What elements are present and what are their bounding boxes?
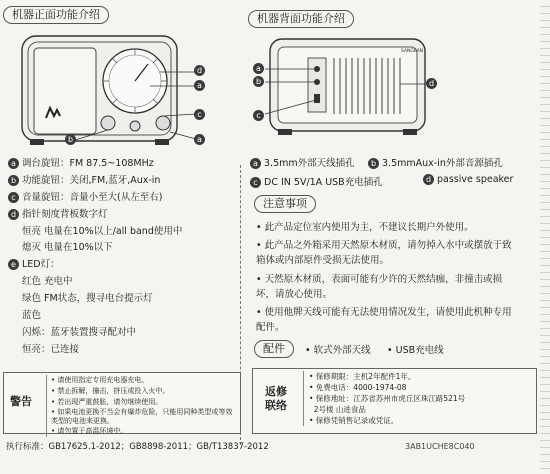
warranty-title	[265, 385, 287, 413]
front-title	[3, 6, 109, 24]
legend-marker-d: d	[8, 209, 19, 220]
back-legend-b	[368, 155, 503, 169]
back-legend-marker-c: c	[250, 177, 261, 188]
model-code: 3AB1UCHE8C040	[405, 442, 475, 451]
led-title-row	[8, 256, 60, 270]
back-callout-a: a	[253, 63, 264, 74]
back-brand-mark: SANGEAN	[401, 49, 424, 54]
back-legend-a	[250, 155, 355, 169]
note-item-3: • 天然原木材质，表面可能有少许的天然结痂，非撞击或损坏，请放心使用。	[256, 274, 503, 300]
front-callout-a2: a	[194, 134, 205, 145]
warranty-item: • 保修凭销售记录或凭证。	[309, 416, 399, 425]
accessory-2-text: USB充电线	[395, 345, 444, 356]
note-item-1-text: 此产品定位室内使用为主，不建议长期户外使用。	[264, 222, 474, 233]
warranty-item: 2号楼 山进食品	[309, 405, 366, 414]
warning-item: • 如果电池更换不当会有爆炸危险，只能用同种类型或等效类型的电池来更换。	[51, 408, 233, 425]
warning-title: 警告	[10, 395, 32, 408]
led-line-green: 绿色 FM状态，搜寻电台提示灯	[22, 293, 153, 304]
warning-item: • 请勿置于高温环境中。	[51, 427, 128, 435]
notes-title-text: 注意事项	[263, 197, 307, 210]
note-item-1: • 此产品定位室内使用为主，不建议长期户外使用。	[256, 222, 474, 233]
standards-text: 执行标准：GB17625.1-2012；GB8898-2011；GB/T13837-2012	[6, 442, 269, 452]
accessory-1-text: 软式外部天线	[313, 345, 371, 356]
led-line-blue: 蓝色	[22, 310, 42, 321]
note-item-3-text: 天然原木材质，表面可能有少许的天然结痂，非撞击或损坏，请放心使用。	[256, 274, 503, 300]
legend-marker-b: b	[8, 175, 19, 186]
front-title-text: 机器正面功能介绍	[12, 8, 100, 21]
warranty-item: • 免费电话：4000-1974-08	[309, 383, 407, 392]
back-legend-marker-d: d	[423, 174, 434, 185]
back-title-text: 机器背面功能介绍	[257, 12, 345, 25]
front-callout-b: b	[65, 134, 76, 145]
note-item-2: • 此产品之外箱采用天然原木材质，请勿掉入水中或摆放于致箱体或内部原件受损无法使用。	[256, 240, 512, 266]
back-callout-b: b	[253, 76, 264, 87]
accessory-1: • 软式外部天线	[305, 345, 371, 356]
warranty-title-line1: 返修	[265, 385, 287, 398]
back-legend-d	[423, 174, 513, 185]
warranty-title-line2: 联络	[265, 399, 287, 412]
legend-text-c: 音量旋钮：音量小至大(从左至右)	[22, 192, 163, 203]
legend-row-c	[8, 189, 162, 203]
note-item-2-text: 此产品之外箱采用天然原木材质，请勿掉入水中或摆放于致箱体或内部原件受损无法使用。	[256, 240, 512, 266]
legend-text-b: 功能旋钮：关闭,FM,蓝牙,Aux-in	[22, 175, 161, 186]
back-legend-text-d: passive speaker	[437, 174, 514, 185]
note-item-4: • 使用他牌天线可能有无法使用情况发生，请使用此机种专用配件。	[256, 307, 512, 333]
led-line-flash: 闪烁：蓝牙装置搜寻配对中	[22, 327, 137, 338]
warning-body	[46, 375, 238, 437]
legend-text-a: 调台旋钮：FM 87.5~108MHz	[22, 158, 154, 169]
legend-text-d: 指针刻度背板数字灯	[22, 209, 108, 220]
legend-row-d	[8, 206, 108, 220]
front-callout-a: a	[194, 80, 205, 91]
note-item-4-text: 使用他牌天线可能有无法使用情况发生，请使用此机种专用配件。	[256, 307, 512, 333]
front-callout-c: c	[194, 109, 205, 120]
warning-item: • 请使用指定专用充电器充电。	[51, 376, 149, 384]
legend-marker-e: e	[8, 259, 19, 270]
accessory-2: • USB充电线	[387, 345, 444, 356]
warranty-item: • 保修期限：主机2年配件1年。	[309, 372, 416, 381]
legend-row-b	[8, 172, 160, 186]
accessories-title-text: 配件	[263, 342, 285, 355]
warranty-item: • 保修地址：江苏省苏州市虎丘区珠江路521号	[309, 394, 466, 403]
led-line-steady: 恒亮：已连接	[22, 344, 80, 355]
back-legend-text-a: 3.5mm外部天线插孔	[264, 158, 355, 169]
back-legend-c	[250, 174, 383, 188]
warranty-body	[303, 371, 533, 426]
legend-row-a	[8, 155, 154, 169]
back-legend-marker-b: b	[368, 158, 379, 169]
indicator-bright: 恒亮 电量在10%以上/all band使用中	[22, 226, 183, 237]
back-legend-text-b: 3.5mmAux-in外部音源插孔	[382, 158, 503, 169]
legend-marker-a: a	[8, 158, 19, 169]
edge-ruler	[540, 0, 550, 474]
warning-box	[3, 372, 241, 434]
warranty-box	[252, 368, 537, 434]
warning-item: • 若出现严重鼓胀，请勿继续使用。	[51, 398, 163, 406]
notes-title	[254, 195, 316, 213]
back-title	[248, 10, 354, 28]
back-callout-d: d	[426, 78, 437, 89]
led-line-red: 红色 充电中	[22, 276, 73, 287]
accessories-title	[254, 340, 294, 358]
front-callout-d: d	[194, 65, 205, 76]
back-legend-marker-a: a	[250, 158, 261, 169]
warning-item: • 禁止拆解，撞击，挤压或投入火中。	[51, 387, 170, 395]
legend-marker-c: c	[8, 192, 19, 203]
led-title: LED灯：	[22, 259, 60, 270]
indicator-off: 熄灭 电量在10%以下	[22, 242, 113, 253]
back-legend-text-c: DC IN 5V/1A USB充电插孔	[264, 177, 383, 188]
back-callout-c: c	[253, 110, 264, 121]
